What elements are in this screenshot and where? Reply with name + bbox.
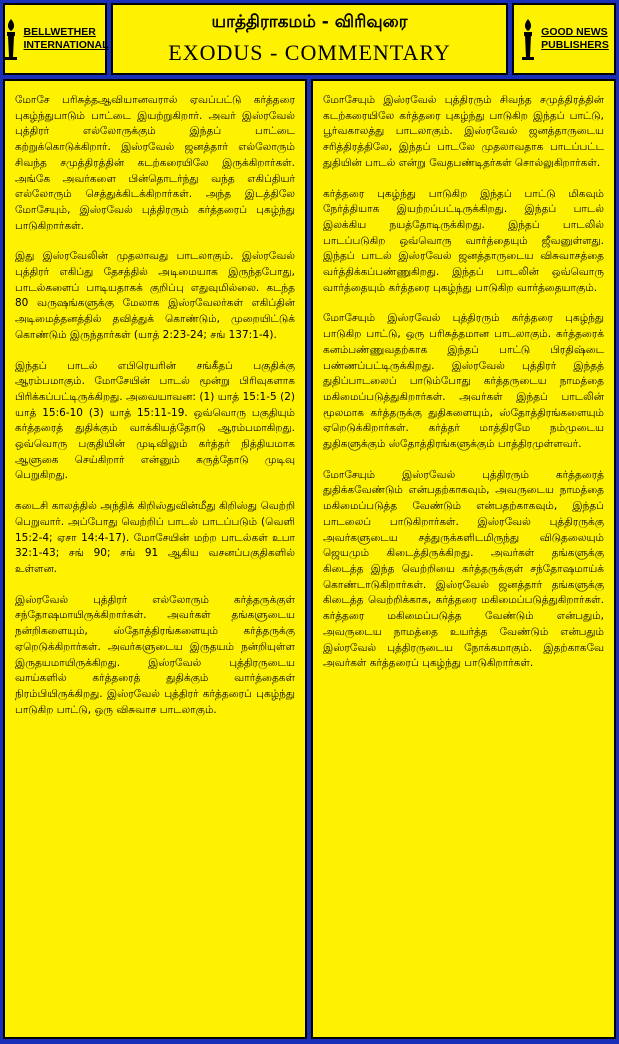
left-column bbox=[3, 79, 307, 1039]
title-english: EXODUS - COMMENTARY bbox=[168, 40, 451, 65]
paragraph: இது இஸ்ரவேலின் முதலாவது பாடலாகும். இஸ்ரவேல் புத்திரர் எகிப்து தேசத்தில் அடிமையாக இருந்தபோது, பாடல்களைப் பாடியதாகக் குறிப்பு எதுவுமில்லை. கடந்த 80 வருஷங்களுக்கு மேலாக இஸ்ரவேலர்கள் எகிப்தின் அடிமைத்தனத்தில் தவித்துக் கொண்டும், முறையிட்டுக் கொண்டும் இருந்தார்கள் (யாத் 2:23-24; சங் 137:1-4). bbox=[15, 250, 295, 341]
right-column bbox=[311, 79, 616, 1039]
bellwether-logo bbox=[3, 3, 107, 75]
paragraph: இஸ்ரவேல் புத்திரர் எல்லோரும் கர்த்தருக்குள் சந்தோஷமாயிருக்கிறார்கள். அவர்கள் தங்களுடைய நன்றிகளையும், ஸ்தோத்திரங்களையும் கர்த்தருக்கு ஏறெடுக்கிறார்கள். அவர்களுடைய இருதயம் நன்றியுள்ள இருதயமாயிருக்கிறது. இஸ்ரவேல் புத்திரருடைய வாய்களில் கர்த்தரைத் துதிக்கும் வார்த்தைகள் நிரம்பியிருக்கிறது. இஸ்ரவேல் புத்திரர் கர்த்தரைப் புகழ்ந்து பாடுகிற பாட்டு, ஒரு விசுவாச பாடலாகும். bbox=[15, 593, 295, 716]
paragraph: மோசே பரிசுத்தஆவியானவரால் ஏவப்பட்டு கர்த்தரை புகழ்ந்துபாடும் பாட்டை இயற்றுகிறார். அவர் இஸ்ரவேல் புத்திரர் எல்லோருக்கும் இந்தப் பாட்டை கற்றுக்கொடுக்கிறார். இஸ்ரவேல் ஜனத்தார் எல்லோரும் சிவந்த சமுத்திரத்தின் கடற்கரையிலே இருக்கிறார்கள். அங்கே அவர்களை பின்தொடர்ந்து வந்த எகிப்தியர் எல்லோரும் செத்துக்கிடக்கிறார்கள். அந்த இடத்திலே மோசேயும், இஸ்ரவேல் புத்திரரும் கர்த்தரைப் புகழ்ந்து பாடுகிறார்கள். bbox=[15, 94, 295, 232]
title-tamil: யாத்திராகமம் - விரிவுரை bbox=[211, 12, 408, 32]
good-news-logo bbox=[512, 3, 616, 75]
title-panel bbox=[111, 3, 508, 75]
paragraph: மோசேயும் இஸ்ரவேல் புத்திரரும் கர்த்தரை புகழ்ந்து பாடுகிற பாட்டு, ஒரு பரிசுத்தமான பாடலாகும். கர்த்தரைக் கனம்பண்ணுவதற்காக இந்தப் பாட்டு பிரதிஷ்டை பண்ணப்பட்டிருக்கிறது. இஸ்ரவேல் புத்திரர் இந்தத் துதிப்பாடலைப் பாடும்போது கர்த்தருடைய நாமத்தை மகிமைப்படுத்துகிறார்கள். அவர்கள் இந்தப் பாடலின் மூலமாக கர்த்தருக்கு துதிகளையும், ஸ்தோத்திரங்களையும் ஏறெடுக்கிறார்கள். கர்த்தர் மாத்திரமே நம்முடைய துதிகளுக்கும் ஸ்தோத்திரங்களுக்கும் பாத்திரமுள்ளவர். bbox=[323, 312, 604, 451]
torch-icon bbox=[519, 17, 537, 61]
paragraph: மோசேயும் இஸ்ரவேல் புத்திரரும் சிவந்த சமுத்திரத்தின் கடற்கரையிலே கர்த்தரை புகழ்ந்து பாடுகிற இந்தப் பாட்டு, பூர்வகாலத்து பாடலாகும். இஸ்ரவேல் ஜனத்தாருடைய சரித்திரத்திலே, இந்தப் பாடலே முதலாவதாக பாடப்பட்ட துதியின் பாடல் என்று வேதபண்டிதர்கள் சொல்லுகிறார்கள். bbox=[323, 94, 604, 169]
paragraph: இந்தப் பாடல் எபிரெயரின் சங்கீதப் பகுதிக்கு ஆரம்பமாகும். மோசேயின் பாடல் மூன்று பிரிவுகளாக பிரிக்கப்பட்டிருக்கிறது. அவையாவன: (1) யாத் 15:1-5 (2) யாத் 15:6-10 (3) யாத் 15:11-19. ஒவ்வொரு பகுதியும் கர்த்தரைத் துதிக்கும் வாக்கியத்தோடு ஆரம்பமாகிறது. ஒவ்வொரு பகுதியின் முடிவிலும் கர்த்தர் நித்தியமாக ஆளுகை செய்கிறார் என்னும் கருத்தோடு முடிவு பெறுகிறது. bbox=[15, 359, 295, 482]
paragraph: கர்த்தரை புகழ்ந்து பாடுகிற இந்தப் பாட்டு மிகவும் நேர்த்தியாக இயற்றப்பட்டிருக்கிறது. இந்தப் பாடல் இலக்கிய நயத்தோடிருக்கிறது. இந்தப் பாடலில் பாடப்படுகிற ஒவ்வொரு வார்த்தையும் ஜீவனுள்ளது. இந்தப் பாடல் இஸ்ரவேல் ஜனத்தாருடைய விசுவாசத்தை வர்த்திக்கப்பண்ணுகிறது. இந்தப் பாடலின் ஒவ்வொரு வார்த்தையும் கர்த்தரை புகழ்ந்து பாடுகிற வார்த்தையாகும். bbox=[323, 187, 604, 294]
paragraph: கடைசி காலத்தில் அந்திக் கிறிஸ்துவின்மீது கிறிஸ்து வெற்றி பெறுவார். அப்போது வெற்றிப் பாடல் பாடப்படும் (வெளி 15:2-4; ஏசா 14:4-17). மோசேயின் மற்ற பாடல்கள் உபா 32:1-43; சங் 90; சங் 91 ஆகிய வசனப்பகுதிகளில் உள்ளன. bbox=[15, 500, 295, 575]
paragraph: மோசேயும் இஸ்ரவேல் புத்திரரும் கர்த்தரைத் துதிக்கவேண்டும் என்பதற்காகவும், அவருடைய நாமத்தை மகிமைப்படுத்த வேண்டும் என்பதற்காகவும், இந்தப் பாடலைப் பாடுகிறார்கள். இஸ்ரவேல் புத்திரருக்கு அவர்களுடைய சத்துருக்களிடமிருந்து விடுதலையும் ஜெயமும் கிடைத்திருக்கிறது. அவர்கள் தங்களுக்கு கிடைத்த இந்த வெற்றியை கர்த்தருக்குள் சந்தோஷமாய்க் கொண்டாடுகிறார்கள். இஸ்ரவேல் ஜனத்தார் தங்களுக்கு கிடைத்த வெற்றிக்காக, கர்த்தரை மகிமைப்படுத்துகிறார்கள். கர்த்தரை மகிமைப்படுத்த வேண்டும் என்பதும், அவருடைய நாமத்தை உயர்த்த வேண்டும் என்பதும் இஸ்ரவேல் புத்திரருடைய நோக்கமாகும். இதற்காகவே அவர்கள் கர்த்தரைப் புகழ்ந்து பாடுகிறார்கள். bbox=[323, 468, 604, 670]
torch-icon bbox=[2, 17, 20, 61]
good-news-logo-text: GOOD NEWS PUBLISHERS bbox=[541, 26, 609, 51]
bellwether-logo-text: BELLWETHER INTERNATIONAL bbox=[23, 26, 109, 51]
header bbox=[3, 3, 616, 75]
